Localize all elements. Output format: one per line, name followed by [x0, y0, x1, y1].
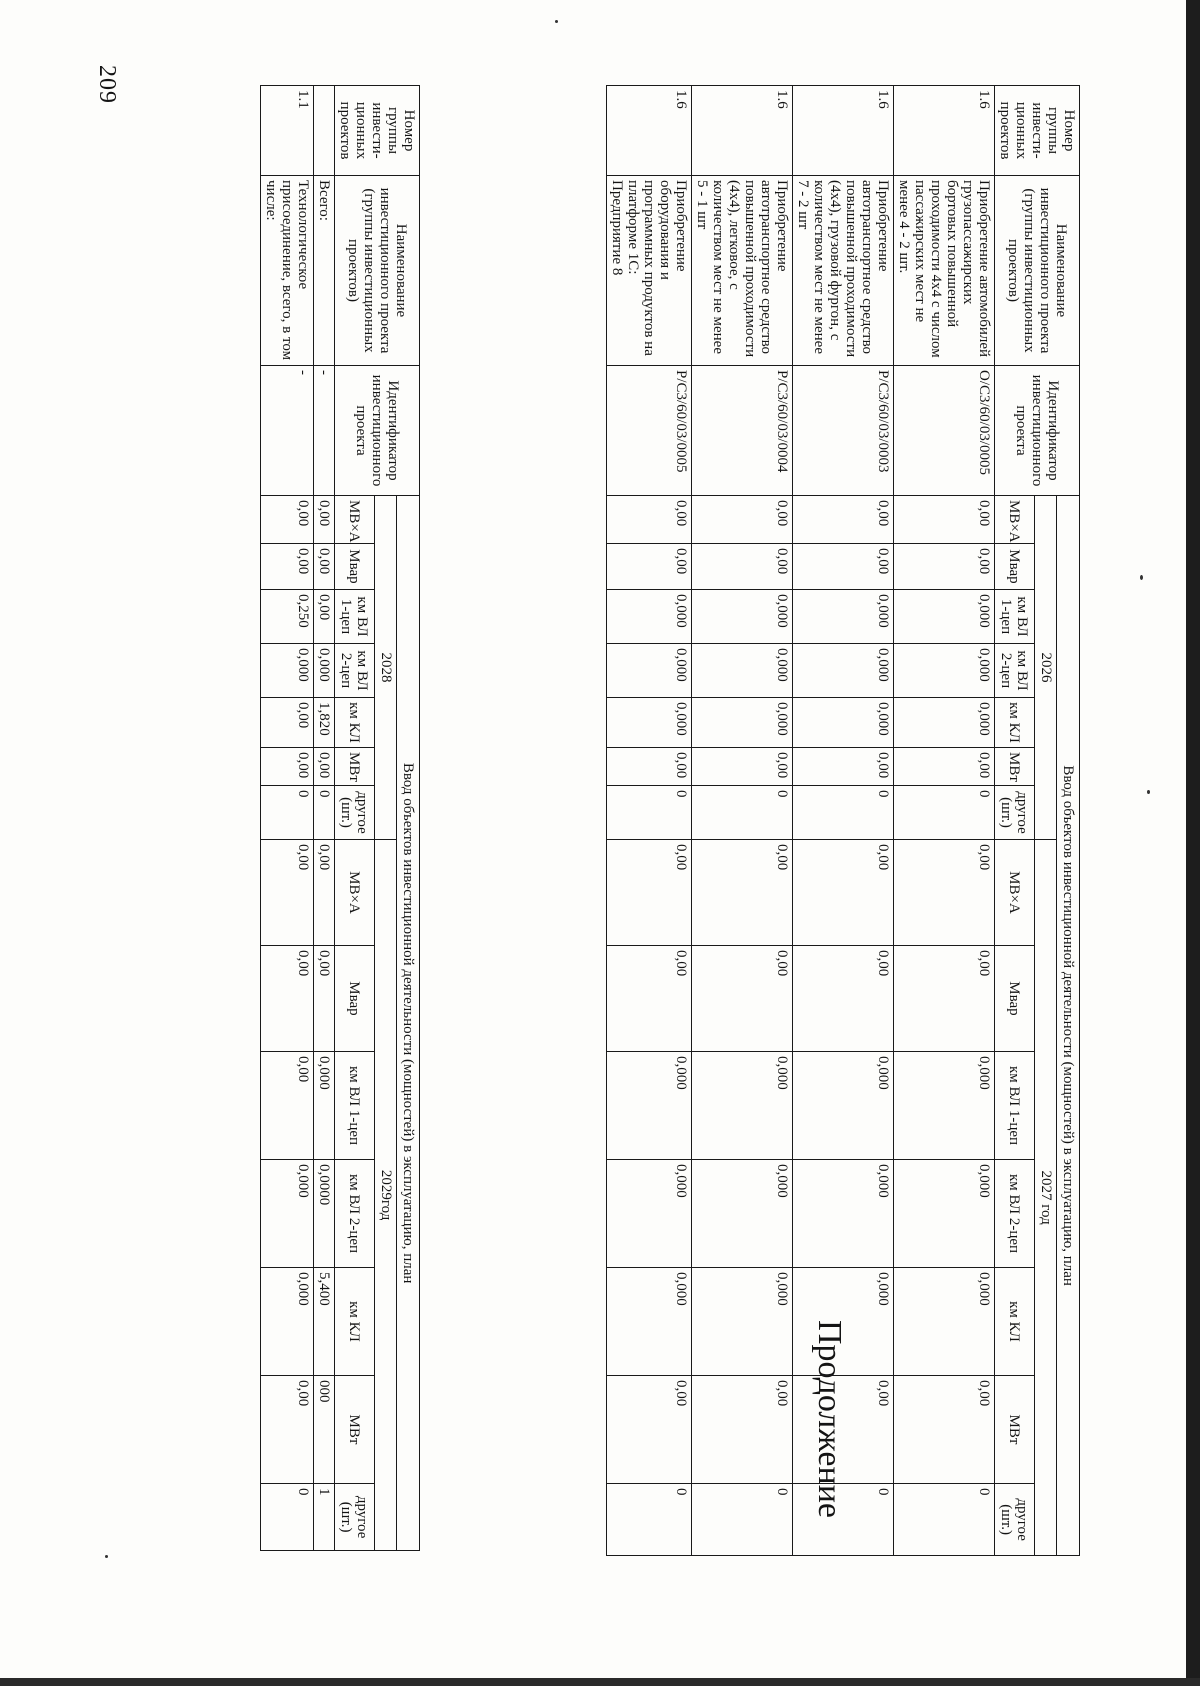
header-project-name: Наименование инвестиционного проекта (группы инвестиционных проектов)	[995, 176, 1080, 366]
cell-value: 0,000	[793, 1160, 894, 1268]
header-unit: другое (шт.)	[335, 786, 375, 840]
investment-table-2028-2029	[260, 85, 420, 1551]
cell-value: 0	[314, 786, 335, 840]
cell-value: 0,000	[692, 698, 793, 748]
cell-project-id: О/С3/60/03/0005	[894, 366, 995, 496]
cell-project-name: Приобретение оборудования и программных продуктов на платформе 1С: Предприятие 8	[607, 176, 692, 366]
cell-value: 0,000	[793, 644, 894, 698]
scan-edge-right	[1186, 0, 1200, 1686]
cell-value: 0,000	[607, 1160, 692, 1268]
page-number: 209	[94, 65, 120, 104]
cell-value: 0,00	[793, 544, 894, 590]
cell-project-id: -	[261, 366, 314, 496]
table-row	[314, 86, 335, 1551]
cell-value: 0,00	[314, 840, 335, 946]
cell-value: 5,400	[314, 1268, 335, 1376]
cell-value: 0,000	[793, 1268, 894, 1376]
cell-value: 0,00	[692, 496, 793, 544]
cell-value: 0,250	[261, 590, 314, 644]
scan-edge-bottom	[0, 1678, 1200, 1686]
cell-value: 0,00	[261, 946, 314, 1052]
cell-value: 1	[314, 1484, 335, 1551]
cell-project-name: Всего:	[314, 176, 335, 366]
cell-value: 0,000	[692, 1268, 793, 1376]
table-row	[692, 86, 793, 1556]
cell-value: 0,000	[692, 1160, 793, 1268]
header-input-title: Ввод объектов инвестиционной деятельности (мощностей) в эксплуатацию, план	[397, 496, 420, 1551]
cell-project-name: Приобретение автотранспортное средство повышенной проходимости (4х4), легковое, с количеством мест не менее 5 - 1 шт	[692, 176, 793, 366]
cell-value: 0,00	[894, 496, 995, 544]
cell-group-number: 1.6	[692, 86, 793, 176]
header-year-2027: 2027 год	[1034, 840, 1057, 1556]
header-group-number: Номер группы инвести-ционных проектов	[995, 86, 1080, 176]
header-unit: Мвар	[995, 544, 1035, 590]
cell-value: 0,000	[894, 1268, 995, 1376]
cell-value: 0,00	[894, 840, 995, 946]
cell-value: 0,000	[894, 644, 995, 698]
cell-value: 0	[793, 786, 894, 840]
header-year-2026: 2026	[1034, 496, 1057, 840]
cell-value: 0,000	[793, 1052, 894, 1160]
cell-group-number: 1.6	[894, 86, 995, 176]
cell-value: 0,000	[607, 590, 692, 644]
header-year-2029: 2029год	[374, 840, 397, 1551]
header-project-id: Идентификатор инвестиционного проекта	[335, 366, 420, 496]
cell-value: 0,000	[261, 1160, 314, 1268]
header-unit: МВт	[335, 1376, 375, 1484]
cell-value: 0,000	[261, 644, 314, 698]
cell-value: 0,00	[793, 1376, 894, 1484]
header-unit: другое (шт.)	[995, 786, 1035, 840]
cell-project-id: Р/С3/60/03/0004	[692, 366, 793, 496]
header-unit: МВ×А	[995, 496, 1035, 544]
scan-speck	[1140, 575, 1143, 580]
cell-value: 0,000	[607, 1052, 692, 1160]
header-unit: км КЛ	[995, 698, 1035, 748]
header-unit: МВт	[995, 748, 1035, 786]
cell-project-id: Р/С3/60/03/0003	[793, 366, 894, 496]
cell-project-name: Приобретение автомобилей грузопассажирских бортовых повышенной проходимости 4х4 с числом пассажирских мест не менее 4 - 2 шт.	[894, 176, 995, 366]
cell-value: 0,00	[894, 544, 995, 590]
cell-value: 0,000	[314, 1052, 335, 1160]
cell-value: 0,00	[894, 1376, 995, 1484]
cell-value: 0,00	[692, 1376, 793, 1484]
cell-value: 1,820	[314, 698, 335, 748]
header-unit: км КЛ	[335, 698, 375, 748]
cell-value: 0	[607, 1484, 692, 1556]
cell-project-name: Технологическое присоединение, всего, в том числе:	[261, 176, 314, 366]
cell-value: 0	[607, 786, 692, 840]
header-unit: МВт	[335, 748, 375, 786]
cell-value: 0,00	[692, 946, 793, 1052]
header-unit: Мвар	[335, 544, 375, 590]
cell-value: 000	[314, 1376, 335, 1484]
cell-value: 0,00	[261, 544, 314, 590]
cell-value: 0,00	[692, 748, 793, 786]
investment-table-2026-2027	[606, 85, 1080, 1556]
cell-value: 0,00	[692, 544, 793, 590]
scan-speck	[1147, 790, 1150, 794]
cell-value: 0,00	[607, 946, 692, 1052]
header-unit: км ВЛ 2-цеп	[335, 644, 375, 698]
cell-value: 0,00	[261, 698, 314, 748]
cell-value: 0,00	[314, 544, 335, 590]
table-row	[607, 86, 692, 1556]
header-project-id: Идентификатор инвестиционного проекта	[995, 366, 1080, 496]
cell-value: 0,000	[894, 1052, 995, 1160]
cell-value: 0	[692, 1484, 793, 1556]
cell-project-name: Приобретение автотранспортное средство повышенной проходимости (4х4), грузовой фургон, с количеством мест не менее 7 - 2 шт	[793, 176, 894, 366]
cell-value: 0,00	[314, 946, 335, 1052]
header-project-name: Наименование инвестиционного проекта (группы инвестиционных проектов)	[335, 176, 420, 366]
cell-value: 0,000	[607, 644, 692, 698]
document-sheet	[10, 65, 1080, 1565]
header-unit: км ВЛ 2-цеп	[995, 644, 1035, 698]
table-row	[793, 86, 894, 1556]
cell-value: 0	[894, 786, 995, 840]
cell-value: 0,00	[607, 840, 692, 946]
cell-value: 0,00	[261, 496, 314, 544]
cell-value: 0,00	[607, 748, 692, 786]
cell-value: 0,000	[894, 590, 995, 644]
cell-value: 0	[793, 1484, 894, 1556]
continuation-title: Продолжение	[811, 1320, 848, 1519]
cell-value: 0,000	[261, 1268, 314, 1376]
cell-value: 0,000	[607, 1268, 692, 1376]
cell-value: 0,00	[607, 1376, 692, 1484]
header-unit: км ВЛ 2-цеп	[335, 1160, 375, 1268]
header-unit: Мвар	[335, 946, 375, 1052]
cell-value: 0,00	[793, 946, 894, 1052]
cell-project-id: -	[314, 366, 335, 496]
header-unit: МВ×А	[335, 496, 375, 544]
header-unit: км ВЛ 1-цеп	[995, 1052, 1035, 1160]
header-unit: другое (шт.)	[335, 1484, 375, 1551]
header-group-number: Номер группы инвести-ционных проектов	[335, 86, 420, 176]
cell-value: 0,00	[261, 748, 314, 786]
header-unit: км КЛ	[995, 1268, 1035, 1376]
header-year-2028: 2028	[374, 496, 397, 840]
cell-value: 0,00	[261, 1376, 314, 1484]
cell-group-number: 1.6	[607, 86, 692, 176]
header-unit: МВт	[995, 1376, 1035, 1484]
header-unit: км ВЛ 1-цеп	[335, 590, 375, 644]
cell-value: 0,000	[793, 590, 894, 644]
cell-value: 0,00	[793, 496, 894, 544]
cell-value: 0,00	[314, 590, 335, 644]
cell-value: 0,00	[314, 496, 335, 544]
header-unit: км КЛ	[335, 1268, 375, 1376]
cell-value: 0,000	[607, 698, 692, 748]
cell-value: 0,00	[692, 840, 793, 946]
cell-value: 0,00	[314, 748, 335, 786]
cell-value: 0,00	[261, 840, 314, 946]
scan-speck	[555, 20, 558, 23]
table-row	[894, 86, 995, 1556]
cell-value: 0,000	[894, 698, 995, 748]
header-unit: другое (шт.)	[995, 1484, 1035, 1556]
cell-value: 0	[261, 786, 314, 840]
header-unit: МВ×А	[995, 840, 1035, 946]
cell-project-id: Р/С3/60/03/0005	[607, 366, 692, 496]
header-unit: км ВЛ 1-цеп	[335, 1052, 375, 1160]
cell-value: 0	[261, 1484, 314, 1551]
cell-value: 0,00	[793, 840, 894, 946]
cell-value: 0,000	[793, 698, 894, 748]
cell-value: 0,000	[692, 644, 793, 698]
cell-value: 0,000	[692, 590, 793, 644]
cell-value: 0,000	[894, 1160, 995, 1268]
cell-group-number: 1.1	[261, 86, 314, 176]
cell-value: 0,00	[607, 544, 692, 590]
cell-value: 0,00	[607, 496, 692, 544]
cell-value: 0,00	[894, 946, 995, 1052]
cell-value: 0,00	[793, 748, 894, 786]
header-unit: Мвар	[995, 946, 1035, 1052]
cell-value: 0	[692, 786, 793, 840]
header-unit: км ВЛ 1-цеп	[995, 590, 1035, 644]
cell-value: 0,0000	[314, 1160, 335, 1268]
header-unit: км ВЛ 2-цеп	[995, 1160, 1035, 1268]
cell-group-number: 1.6	[793, 86, 894, 176]
cell-value: 0,00	[261, 1052, 314, 1160]
header-input-title: Ввод объектов инвестиционной деятельности (мощностей) в эксплуатацию, план	[1057, 496, 1080, 1556]
cell-value: 0	[894, 1484, 995, 1556]
cell-group-number	[314, 86, 335, 176]
cell-value: 0,000	[314, 644, 335, 698]
header-unit: МВ×А	[335, 840, 375, 946]
cell-value: 0,000	[692, 1052, 793, 1160]
table-row	[261, 86, 314, 1551]
cell-value: 0,00	[894, 748, 995, 786]
